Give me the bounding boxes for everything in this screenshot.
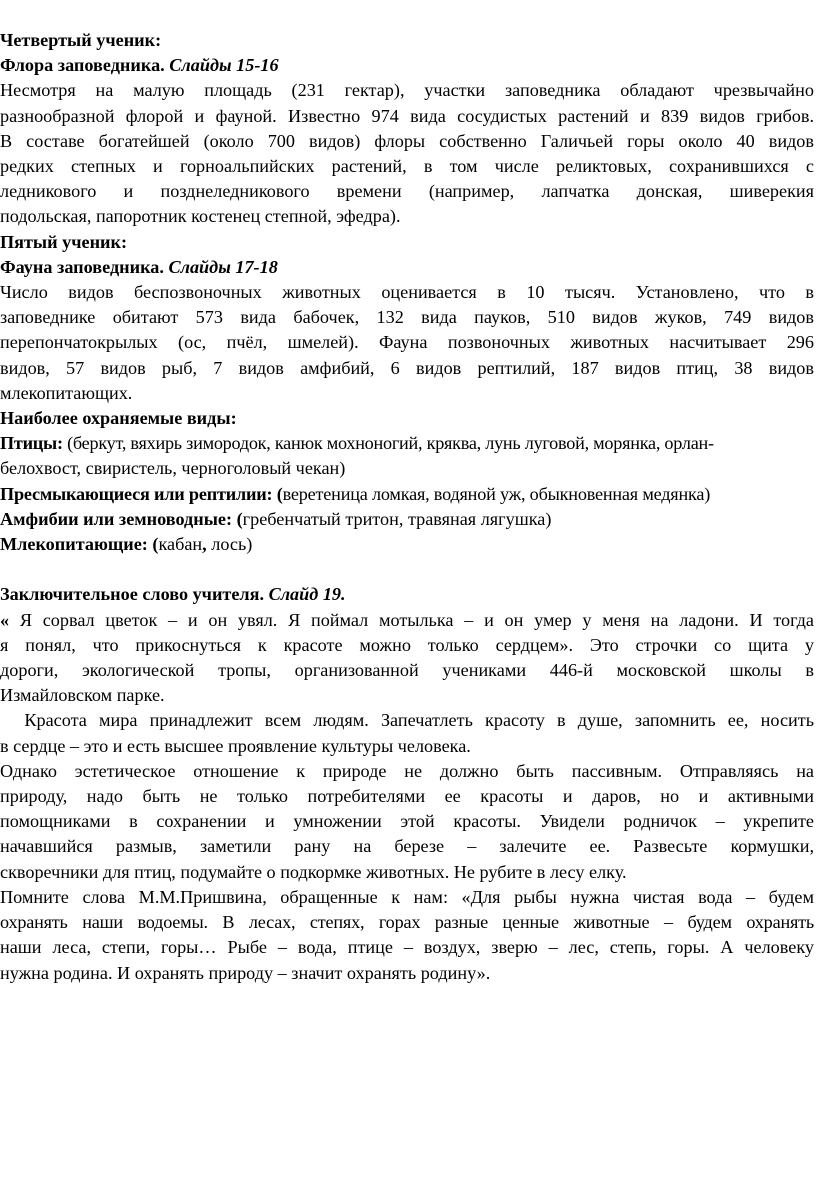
flora-line: Несмотря на малую площадь (231 гектар), участки заповедника обладают чрезвычайно bbox=[0, 80, 814, 101]
birds-text: (беркут, вяхирь зимородок, канюк мохноногий, кряква, лунь луговой, морянка, орлан- bbox=[62, 433, 714, 454]
flora-line: редких степных и горноальпийских растений, в том числе реликтовых, сохранившихся с bbox=[0, 156, 814, 177]
fauna-line: видов, 57 видов рыб, 7 видов амфибий, 6 видов рептилий, 187 видов птиц, 38 видов bbox=[0, 357, 814, 378]
amphibians-line bbox=[0, 507, 814, 532]
conclusion-p4-line: наши леса, степи, горы… Рыбе – вода, птице – воздух, зверю – лес, степь, горы. А человеку bbox=[0, 937, 814, 958]
conclusion-heading-text: Заключительное слово учителя. bbox=[0, 584, 265, 605]
student-4-label: Четвертый ученик: bbox=[0, 30, 162, 50]
reptiles-label: Пресмыкающиеся или рептилии: ( bbox=[0, 483, 283, 504]
fauna-line: перепончатокрылых (ос, пчёл, шмелей). Фауна позвоночных животных насчитывает 296 bbox=[0, 332, 814, 353]
flora-line: подольская, папоротник костенец степной, эфедра). bbox=[0, 206, 401, 227]
mammals-comma: , bbox=[202, 534, 207, 555]
birds-line bbox=[0, 431, 814, 456]
conclusion-p1-line: Измайловском парке. bbox=[0, 685, 165, 706]
conclusion-p4-line: нужна родина. И охранять природу – значит охранять родину». bbox=[0, 962, 491, 983]
amphibians-label: Амфибии или земноводные: ( bbox=[0, 508, 243, 529]
conclusion-p2-line: в сердце – это и есть высшее проявление культуры человека. bbox=[0, 735, 471, 756]
conclusion-p4-line: Помните слова М.М.Пришвина, обращенные к нам: «Для рыбы нужна чистая вода – будем bbox=[0, 886, 814, 907]
conclusion-slide: Слайд 19. bbox=[268, 584, 346, 605]
conclusion-p1-text: Я сорвал цветок – и он увял. Я поймал мотылька – и он умер у меня на ладони. И тогда bbox=[9, 609, 814, 630]
conclusion-p2-line: Красота мира принадлежит всем людям. Запечатлеть красоту в душе, запомнить ее, носить bbox=[0, 710, 814, 731]
conclusion-p3-line: скворечники для птиц, подумайте о подкормке животных. Не рубите в лесу елку. bbox=[0, 861, 627, 882]
birds-line-2: белохвост, свиристель, черноголовый чекан) bbox=[0, 458, 346, 479]
flora-heading-text: Флора заповедника. bbox=[0, 55, 165, 76]
conclusion-p1-line: дороги, экологической тропы, организованной учениками 446-й московской школы в bbox=[0, 660, 814, 681]
flora-slides: Слайды 15-16 bbox=[169, 55, 279, 76]
mammals-text-1: кабан bbox=[158, 534, 203, 555]
reptiles-line bbox=[0, 482, 814, 507]
mammals-line bbox=[0, 532, 814, 557]
mammals-label: Млекопитающие: ( bbox=[0, 534, 159, 555]
flora-line: В составе богатейшей (около 700 видов) флоры собственно Галичьей горы около 40 видов bbox=[0, 130, 814, 151]
flora-heading bbox=[0, 53, 814, 78]
fauna-line: Число видов беспозвоночных животных оценивается в 10 тысяч. Установлено, что в bbox=[0, 282, 814, 303]
mammals-text-2: лось) bbox=[206, 534, 253, 555]
conclusion-p3-line: начавшийся размыв, заметили рану на березе – залечите ее. Развесьте кормушки, bbox=[0, 836, 814, 857]
conclusion-heading bbox=[0, 582, 814, 607]
reptiles-text: веретеница ломкая, водяной уж, обыкновенная медянка) bbox=[282, 483, 711, 504]
flora-line: разнообразной флорой и фауной. Известно 974 вида сосудистых растений и 839 видов грибов. bbox=[0, 105, 814, 126]
conclusion-p3-line: природу, надо быть не только потребителями ее красоты и даров, но и активными bbox=[0, 786, 814, 807]
opening-quote: « bbox=[0, 609, 10, 630]
flora-line: ледникового и позднеледникового времени (например, лапчатка донская, шиверекия bbox=[0, 181, 814, 202]
fauna-slides: Слайды 17-18 bbox=[168, 256, 278, 277]
conclusion-p3-line: помощниками в сохранении и умножении этой красоты. Увидели родничок – укрепите bbox=[0, 811, 814, 832]
birds-label: Птицы: bbox=[0, 433, 63, 454]
blank-line bbox=[0, 557, 814, 582]
fauna-line: заповеднике обитают 573 вида бабочек, 132 вида пауков, 510 видов жуков, 749 видов bbox=[0, 307, 814, 328]
conclusion-p1-line: я понял, что прикоснуться к красоте можно только сердцем». Это строчки со щита у bbox=[0, 634, 814, 655]
student-5-label: Пятый ученик: bbox=[0, 231, 128, 252]
conclusion-p3-line: Однако эстетическое отношение к природе не должно быть пассивным. Отправляясь на bbox=[0, 760, 814, 781]
protected-species-heading: Наиболее охраняемые виды: bbox=[0, 408, 237, 429]
fauna-heading bbox=[0, 255, 814, 280]
fauna-line: млекопитающих. bbox=[0, 382, 133, 403]
document-page bbox=[0, 28, 814, 986]
fauna-heading-text: Фауна заповедника. bbox=[0, 256, 164, 277]
conclusion-p1-line bbox=[0, 608, 814, 633]
conclusion-p4-line: охранять наши водоемы. В лесах, степях, горах разные ценные животные – будем охранять bbox=[0, 912, 814, 933]
amphibians-text: гребенчатый тритон, травяная лягушка) bbox=[242, 508, 552, 529]
